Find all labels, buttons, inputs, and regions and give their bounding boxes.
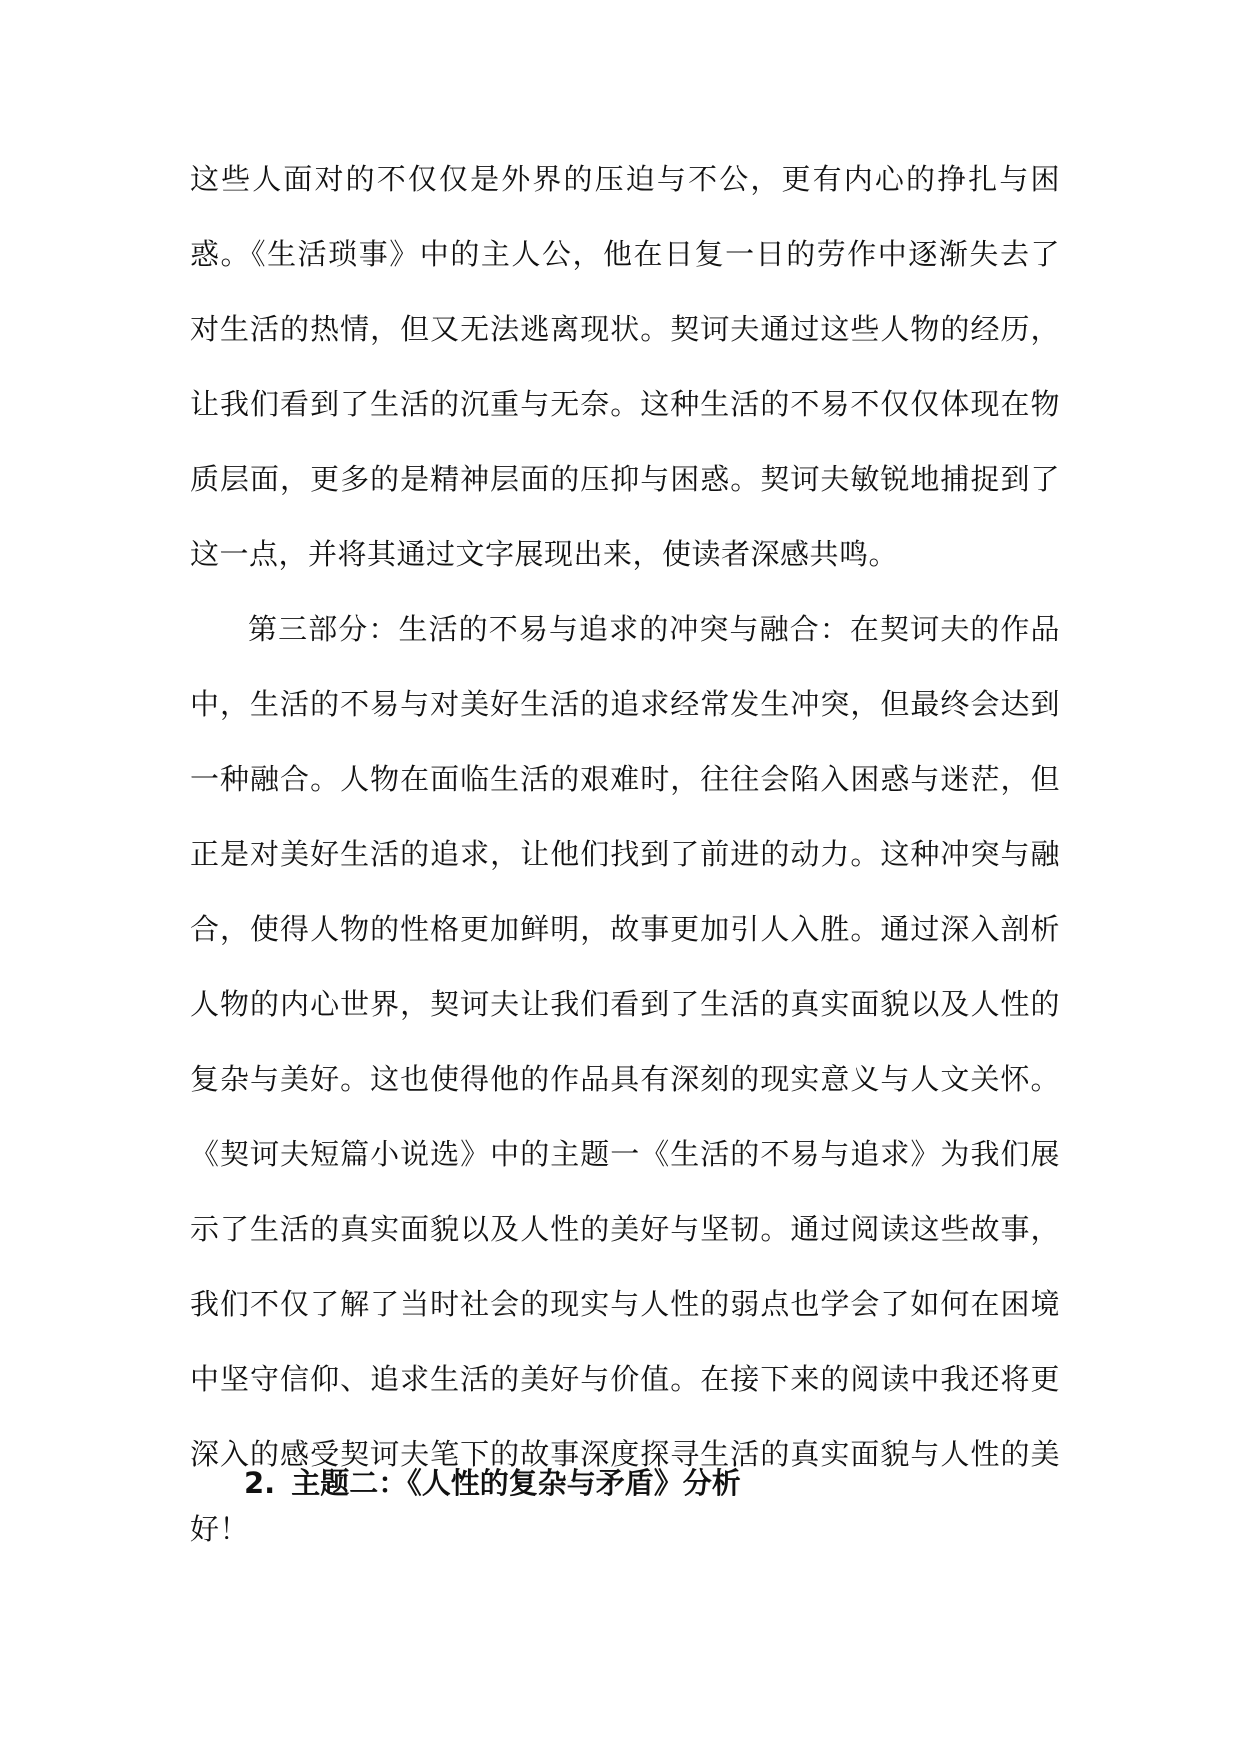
- section-heading-title: 主题二：《人性的复杂与矛盾》分析: [291, 1466, 741, 1500]
- document-body: [190, 142, 1060, 1567]
- paragraph-continuation: 这些人面对的不仅仅是外界的压迫与不公，更有内心的挣扎与困惑。《生活琐事》中的主人公，他在日复一日的劳作中逐渐失去了对生活的热情，但又无法逃离现状。契诃夫通过这些人物的经历，让我们看到了生活的沉重与无奈。这种生活的不易不仅仅体现在物质层面，更多的是精神层面的压抑与困惑。契诃夫敏锐地捕捉到了这一点，并将其通过文字展现出来，使读者深感共鸣。: [190, 162, 1060, 571]
- section-heading-number: 2.: [244, 1466, 276, 1500]
- section-heading: [244, 1463, 741, 1503]
- paragraph-part-three: 第三部分：生活的不易与追求的冲突与融合：在契诃夫的作品中，生活的不易与对美好生活的追求经常发生冲突，但最终会达到一种融合。人物在面临生活的艰难时，往往会陷入困惑与迷茫，但正是对美好生活的追求，让他们找到了前进的动力。这种冲突与融合，使得人物的性格更加鲜明，故事更加引人入胜。通过深入剖析人物的内心世界，契诃夫让我们看到了生活的真实面貌以及人性的复杂与美好。这也使得他的作品具有深刻的现实意义与人文关怀。《契诃夫短篇小说选》中的主题一《生活的不易与追求》为我们展示了生活的真实面貌以及人性的美好与坚韧。通过阅读这些故事，我们不仅了解了当时社会的现实与人性的弱点也学会了如何在困境中坚守信仰、追求生活的美好与价值。在接下来的阅读中我还将更深入的感受契诃夫笔下的故事深度探寻生活的真实面貌与人性的美好！: [190, 612, 1060, 1546]
